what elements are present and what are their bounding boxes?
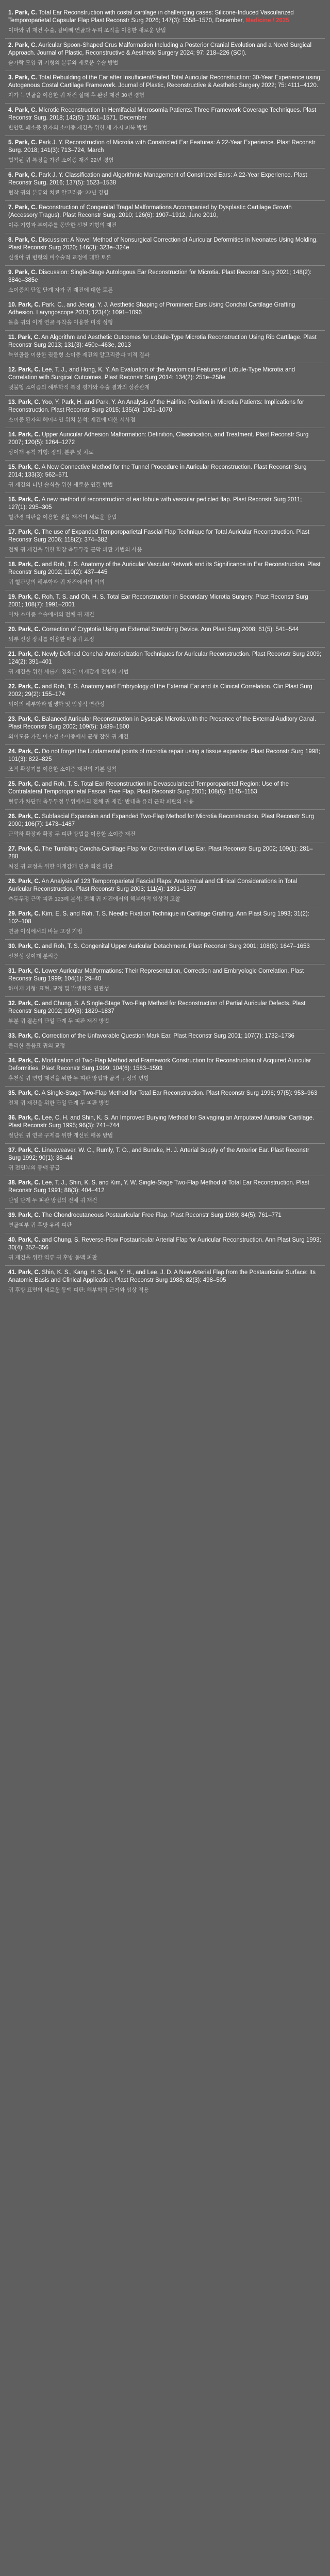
publication-entry <box>5 1111 325 1144</box>
entry-author: Park, C. <box>18 878 41 885</box>
citation-korean-summary: 귀 재건을 위한 새롭게 정의된 이개갑개 전방화 기법 <box>8 669 129 675</box>
entry-number: 28. <box>8 878 16 885</box>
entry-number: 22. <box>8 684 16 690</box>
entry-author: Park, C. <box>14 269 37 276</box>
citation-text: An Analysis of 123 Temporoparietal Fascial Flaps: Anatomical and Clinical Considerations in Total Auricular Reconstruction. Plast Reconstr Surg 2003; 111(4): 1391–1397 <box>8 878 298 892</box>
publication-entry <box>5 648 325 680</box>
citation-english <box>8 464 322 479</box>
citation-korean-summary: 혈관경 피판을 이용한 귓불 재건의 새로운 방법 <box>8 514 117 520</box>
citation-english <box>8 968 322 983</box>
publication-entry <box>5 168 325 201</box>
publication-entry <box>5 201 325 233</box>
citation-text: and Roh, T. S. Anatomy of the Auricular Vascular Network and its Significance in Ear Reconstruction. Plast Reconstr Surg 2002; 110(2): 437–445 <box>8 562 321 575</box>
citation-text: and Roh, T. S. Anatomy and Embryology of the External Ear and its Clinical Correlation. Clin Plast Surg 2002; 29(2): 155–174 <box>8 684 312 698</box>
entry-author: Park, C. <box>14 107 37 113</box>
citation-korean-summary: 부분 귀 결손의 단일 단계 두 피판 재건 방법 <box>8 1018 109 1024</box>
publication-entry <box>5 558 325 590</box>
citation-text: Park, C., and Jeong, Y. J. Aesthetic Shaping of Prominent Ears Using Conchal Cartilage Grafting Adhesion. Laryngoscope 2013; 123(4): 1091–1096 <box>8 302 295 316</box>
citation-text: Roh, T. S. and Oh, H. S. Total Ear Reconstruction in Secondary Microtia Surgery. Plast Reconstr Surg 2001; 108(7): 1991–2001 <box>8 594 308 608</box>
entry-number: 23. <box>8 716 16 722</box>
citation-english <box>8 594 322 609</box>
entry-number: 3. <box>8 75 13 81</box>
citation-text: The use of Expanded Temporoparietal Fascial Flap Technique for Total Auricular Reconstruction. Plast Reconstr Surg 2006; 118(2): 374–382 <box>8 529 310 543</box>
citation-text: The Chondrocutaneous Postauricular Free Flap. Plast Reconstr Surg 1989; 84(5): 761–771 <box>42 1212 282 1218</box>
citation-korean-summary: 불리한 물음표 귀의 교정 <box>8 1043 65 1049</box>
entry-author: Park, C. <box>18 749 41 755</box>
citation-korean-summary: 돌출 귀의 이개 연골 유착을 이용한 미적 성형 <box>8 319 113 326</box>
publication-entry <box>5 71 325 104</box>
entry-number: 34. <box>8 1058 16 1064</box>
publication-entry <box>5 997 325 1029</box>
citation-korean-summary: 반안면 왜소증 환자의 소이증 재건을 위한 세 가지 피복 방법 <box>8 125 147 131</box>
entry-number: 14. <box>8 432 16 438</box>
entry-number: 2. <box>8 42 13 48</box>
entry-number: 11. <box>8 334 16 341</box>
entry-number: 40. <box>8 1237 16 1243</box>
citation-english <box>8 1000 322 1015</box>
entry-author: Park, C. <box>18 968 41 974</box>
entry-author: Park, C. <box>18 1237 41 1243</box>
citation-korean-summary: 전체 귀 재건을 위한 확장 측두두정 근막 피판 기법의 사용 <box>8 547 142 553</box>
entry-author: Park, C. <box>18 1212 41 1218</box>
citation-english <box>8 431 322 447</box>
entry-author: Park, C. <box>18 1147 41 1154</box>
entry-number: 15. <box>8 464 16 470</box>
citation-korean-summary: 상이개 유착 기형: 정의, 분류 및 치료 <box>8 449 94 455</box>
entry-author: Park, C. <box>14 10 37 16</box>
citation-text: Do not forget the fundamental points of microtia repair using a tissue expander. Plast Reconstr Surg 1998; 101(3): 822–825 <box>8 749 320 762</box>
citation-english <box>8 236 322 252</box>
citation-text: Lineaweaver, W. C., Rumly, T. O., and Buncke, H. J. Arterial Supply of the Anterior Ear. Plast Reconstr Surg 1992; 90(1): 38–44 <box>8 1147 309 1161</box>
citation-korean-summary: 측두두정 근막 피판 123예 분석: 전체 귀 재건에서의 해부학적 임상적 고찰 <box>8 896 180 902</box>
highlight-tag: Medicine / 2025 <box>245 18 289 24</box>
entry-number: 8. <box>8 237 13 243</box>
citation-korean-summary: 소이증 환자의 헤어라인 위치 분석: 재건에 대한 시사점 <box>8 417 136 423</box>
entry-author: Park, C. <box>18 1269 41 1276</box>
entry-number: 33. <box>8 1033 16 1039</box>
citation-english <box>8 204 322 219</box>
entry-author: Park, C. <box>14 237 37 243</box>
entry-number: 21. <box>8 651 16 657</box>
citation-text: A New Connective Method for the Tunnel Procedure in Auricular Reconstruction. Plast Reconstr Surg 2014; 133(3): 562–571 <box>8 464 307 478</box>
entry-author: Park, C. <box>18 943 41 950</box>
entry-number: 24. <box>8 749 16 755</box>
citation-text: Lee, C. H. and Shin, K. S. An Improved Burying Method for Salvaging an Amputated Auricular Cartilage. Plast Reconstr Surg 1995; 96(3): 741–744 <box>8 1115 315 1129</box>
citation-korean-summary: 귀 재건을 위한 역류 귀 후방 동맥 피판 <box>8 1255 97 1261</box>
citation-english <box>8 269 322 284</box>
citation-text: Upper Auricular Adhesion Malformation: Definition, Classification, and Treatment. Plast Reconstr Surg 2007; 120(5): 1264–1272 <box>8 432 309 446</box>
citation-text: Subfascial Expansion and Expanded Two-Flap Method for Microtia Reconstruction. Plast Reconstr Surg 2000; 106(7): 1473–1487 <box>8 814 315 827</box>
citation-english <box>8 845 322 861</box>
citation-korean-summary: 근막하 확장과 확장 두 피판 방법을 이용한 소이증 재건 <box>8 831 136 837</box>
citation-english <box>8 139 322 155</box>
citation-text: The Tumbling Concha-Cartilage Flap for Correction of Lop Ear. Plast Reconstr Surg 2002; 109(1): 281–288 <box>8 846 313 860</box>
citation-text: A new method of reconstruction of ear lobule with vascular pedicled flap. Plast Reconstr Surg 2011; 127(1): 295–305 <box>8 497 302 511</box>
entry-author: Park, C. <box>18 562 41 568</box>
publication-entry <box>5 298 325 331</box>
citation-korean-summary: 처진 귀 교정을 위한 이개갑개 연골 회전 피판 <box>8 863 113 870</box>
publication-entry <box>5 1029 325 1054</box>
entry-number: 7. <box>8 205 13 211</box>
citation-english <box>8 943 322 951</box>
citation-text: Kim, E. S. and Roh, T. S. Needle Fixation Technique in Cartilage Grafting. Ann Plast Surg 1993; 31(2): 102–108 <box>8 911 309 925</box>
entry-number: 26. <box>8 814 16 820</box>
citation-text: Modification of Two-Flap Method and Framework Construction for Reconstruction of Acquired Auricular Deformities. Plast Reconstr Surg 1999; 104(6): 1583–1593 <box>8 1058 311 1072</box>
entry-number: 29. <box>8 911 16 917</box>
citation-korean-summary: 혈류가 차단된 측두두정 부위에서의 전체 귀 재건: 반대측 유리 근막 피판의 사용 <box>8 799 194 805</box>
entry-number: 37. <box>8 1147 16 1154</box>
citation-korean-summary: 외부 신장 장치를 이용한 매몰귀 교정 <box>8 636 94 642</box>
citation-korean-summary: 절단된 귀 연골 구제를 위한 개선된 매몰 방법 <box>8 1132 113 1139</box>
entry-author: Park, C. <box>18 651 41 657</box>
citation-korean-summary: 귓불형 소이증의 해부학적 특징 평가와 수술 결과의 상관관계 <box>8 384 150 391</box>
citation-korean-summary: 협착 귀의 분류와 치료 알고리즘: 22년 경험 <box>8 190 109 196</box>
entry-author: Park, C. <box>18 1180 41 1186</box>
citation-text: Shin, K. S., Kang, H. S., Lee, Y. H., and Lee, J. D. A New Arterial Flap from the Postauricular Surface: Its Anatomic Basis and Clinical Application. Plast Reconstr Surg 1988; 82(3): 498–505 <box>8 1269 316 1283</box>
citation-english <box>8 1057 322 1073</box>
citation-english <box>8 1147 322 1162</box>
entry-author: Park, C. <box>18 1058 41 1064</box>
publication-entry <box>5 233 325 266</box>
entry-number: 27. <box>8 846 16 852</box>
entry-author: Park, C. <box>18 1090 41 1096</box>
entry-author: Park, C. <box>18 594 41 600</box>
citation-text: Total Rebuilding of the Ear after Insufficient/Failed Total Auricular Reconstruction: 30-Year Experience using Autogenous Costal Cartilage Framework. Journal of Plastic, Reconstructive & Aesthetic Surgery 2022; 75: 4111–4120. <box>8 75 320 89</box>
publication-entry <box>5 810 325 842</box>
entry-number: 19. <box>8 594 16 600</box>
citation-text: Lee, T. J., Shin, K. S. and Kim, Y. W. Single-Stage Two-Flap Method of Total Ear Reconstruction. Plast Reconstr Surg 1991; 88(3): 404–412 <box>8 1180 309 1194</box>
publication-entry <box>5 907 325 940</box>
entry-author: Park, C. <box>18 399 41 405</box>
publication-entry <box>5 396 325 428</box>
citation-english <box>8 496 322 512</box>
citation-korean-summary: 이마와 귀 재건 수술, 갈비뼈 연골과 두피 조직을 이용한 새로운 방법 <box>8 27 166 33</box>
citation-english <box>8 399 322 414</box>
citation-english <box>8 107 322 122</box>
publication-entry <box>5 842 325 875</box>
entry-author: Park, C. <box>18 334 40 341</box>
entry-number: 36. <box>8 1115 16 1121</box>
publication-entry <box>5 39 325 71</box>
entry-number: 5. <box>8 140 13 146</box>
entry-number: 18. <box>8 562 16 568</box>
citation-text: Microtic Reconstruction in Hemifacial Microsomia Patients: Three Framework Coverage Techniques. Plast Reconstr Surg. 2018; 142(5): 1551–1571, December <box>8 107 317 121</box>
citation-korean-summary: 연골피부 귀 후방 유리 피판 <box>8 1222 72 1228</box>
citation-korean-summary: 이주 기형과 부이주를 동반한 선천 기형의 재건 <box>8 222 117 228</box>
entry-author: Park, C. <box>18 716 41 722</box>
entry-author: Park, C. <box>18 781 41 787</box>
citation-text: Park J. Y. Classification and Algorithmic Management of Constricted Ears: A 22-Year Experience. Plast Reconstr Surg. 2016; 137(5): 1523–1538 <box>8 172 307 186</box>
citation-text: Reconstruction of Congenital Tragal Malformations Accompanied by Dysplastic Cartilage Growth (Accessory Tragus). Plast Reconstr Surg. 2010; 126(6): 1907–1912, June 2010, <box>8 205 292 218</box>
citation-english <box>8 910 322 926</box>
entry-number: 39. <box>8 1212 16 1218</box>
publication-entry <box>5 680 325 713</box>
entry-author: Park, C. <box>18 846 41 852</box>
entry-author: Park, C. <box>14 172 37 178</box>
entry-author: Park, C. <box>18 464 41 470</box>
citation-text: and Roh, T. S. Congenital Upper Auricular Detachment. Plast Reconstr Surg 2001; 108(6): 1647–1653 <box>42 943 310 950</box>
entry-author: Park, C. <box>18 1001 41 1007</box>
citation-english <box>8 1090 322 1097</box>
entry-number: 31. <box>8 968 16 974</box>
publication-entry <box>5 136 325 168</box>
entry-author: Park, C. <box>14 140 37 146</box>
entry-number: 9. <box>8 269 13 276</box>
citation-korean-summary: 귀 전면부의 동맥 공급 <box>8 1165 60 1171</box>
citation-english <box>8 716 322 731</box>
citation-english <box>8 626 322 634</box>
citation-english <box>8 42 322 57</box>
publication-entry <box>5 745 325 777</box>
citation-english <box>8 9 322 25</box>
citation-text: Balanced Auricular Reconstruction in Dystopic Microtia with the Presence of the External Auditory Canal. Plast Reconstr Surg 2002; 109(5): 1489–1500 <box>8 716 317 730</box>
citation-korean-summary: 선천성 상이개 분리증 <box>8 953 59 959</box>
citation-english <box>8 172 322 187</box>
citation-text: Correction of Cryptotia Using an External Stretching Device. Ann Plast Surg 2008; 61(5): 541–544 <box>42 626 299 633</box>
citation-english <box>8 683 322 699</box>
citation-english <box>8 529 322 544</box>
entry-number: 17. <box>8 529 16 535</box>
citation-english <box>8 1032 322 1040</box>
citation-english <box>8 813 322 828</box>
publication-entry <box>5 331 325 363</box>
entry-number: 35. <box>8 1090 16 1096</box>
citation-korean-summary: 늑연골을 이용한 귓불형 소이증 재건의 알고리즘과 미적 결과 <box>8 352 150 358</box>
publication-entry <box>5 1054 325 1087</box>
entry-number: 16. <box>8 497 16 503</box>
citation-korean-summary: 귀 재건의 터널 술식을 위한 새로운 연결 방법 <box>8 482 113 488</box>
citation-english <box>8 366 322 382</box>
entry-number: 41. <box>8 1269 16 1276</box>
publication-entry <box>5 1176 325 1209</box>
citation-english <box>8 878 322 893</box>
citation-text: and Chung, S. A Single-Stage Two-Flap Method for Reconstruction of Partial Auricular Defects. Plast Reconstr Surg 2002; 109(6): 1829–1837 <box>8 1001 306 1014</box>
entry-author: Park, C. <box>18 626 41 633</box>
citation-text: Total Ear Reconstruction with costal cartilage in challenging cases: Silicone-Induced Vascularized Temporoparietal Capsular Flap Plast Reconstr Surg 2026; 147(3): 1558–1570, December, <box>8 10 294 24</box>
citation-text: Park J. Y. Reconstruction of Microtia with Constricted Ear Features: A 22-Year Experience. Plast Reconstr Surg. 2018; 141(3): 713–724, March <box>8 140 316 154</box>
entry-author: Park, C. <box>18 302 41 308</box>
citation-text: Lower Auricular Malformations: Their Representation, Correction and Embryologic Correlation. Plast Reconstr Surg 1999; 104(1): 29–40 <box>8 968 304 982</box>
publication-entry <box>5 1233 325 1266</box>
citation-english <box>8 781 322 796</box>
citation-text: Lee, T. J., and Hong, K. Y. An Evaluation of the Anatomical Features of Lobule-Type Microtia and Correlation with Surgical Outcomes. Plast Reconstr Surg 2014; 134(2): 251e–258e <box>8 367 295 381</box>
citation-korean-summary: 이차 소이증 수술에서의 전체 귀 재건 <box>8 612 94 618</box>
citation-text: and Roh, T. S. Total Ear Reconstruction in Devascularized Temporoparietal Region: Use of the Contralateral Temporoparietal Fascial Free Flap. Plast Reconstr Surg 2001; 108(5): 1145–1153 <box>8 781 289 795</box>
publication-entry <box>5 1209 325 1233</box>
entry-number: 32. <box>8 1001 16 1007</box>
publication-entry <box>5 526 325 558</box>
citation-korean-summary: 외이도를 가진 이소성 소이증에서 균형 잡힌 귀 재건 <box>8 734 129 740</box>
citation-english <box>8 1236 322 1252</box>
publication-entry <box>5 964 325 997</box>
citation-korean-summary: 신생아 귀 변형의 비수술적 교정에 대한 토론 <box>8 255 112 261</box>
citation-text: Discussion: Single-Stage Autologous Ear Reconstruction for Microtia. Plast Reconstr Surg 2021; 148(2): 384e–385e <box>8 269 312 283</box>
entry-author: Park, C. <box>14 42 37 48</box>
citation-korean-summary: 단일 단계 두 피판 방법의 전체 귀 재건 <box>8 1197 97 1204</box>
publication-entry <box>5 940 325 964</box>
entry-number: 30. <box>8 943 16 950</box>
publication-entry <box>5 104 325 136</box>
entry-author: Park, C. <box>18 497 41 503</box>
publication-entry <box>5 875 325 907</box>
entry-author: Park, C. <box>14 205 37 211</box>
citation-korean-summary: 숟가락 모양 귀 기형의 분류와 새로운 수술 방법 <box>8 60 119 66</box>
entry-author: Park, C. <box>18 432 41 438</box>
entry-number: 20. <box>8 626 16 633</box>
citation-text: Correction of the Unfavorable Question Mark Ear. Plast Reconstr Surg 2001; 107(7): 1732–1736 <box>42 1033 294 1039</box>
citation-english <box>8 561 322 577</box>
citation-korean-summary: 귀 혈관망의 해부학과 귀 재건에서의 의의 <box>8 579 105 585</box>
publication-entry <box>5 6 325 39</box>
citation-text: Auricular Spoon-Shaped Crus Malformation Including a Posterior Cranial Evolution and a Novel Surgical Approach. Journal of Plastic, Reconstructive & Aesthetic Surgery 2024; 97: 218–226 (SCI). <box>8 42 312 56</box>
entry-author: Park, C. <box>14 75 37 81</box>
citation-korean-summary: 후천성 귀 변형 재건을 위한 두 피판 방법과 골격 구성의 변형 <box>8 1075 149 1081</box>
entry-author: Park, C. <box>18 1115 41 1121</box>
entry-author: Park, C. <box>18 684 41 690</box>
publication-entry <box>5 493 325 526</box>
publication-entry <box>5 1144 325 1176</box>
publication-entry <box>5 428 325 461</box>
citation-korean-summary: 하이개 기형: 표현, 교정 및 발생학적 연관성 <box>8 986 109 992</box>
citation-text: Discussion: A Novel Method of Nonsurgical Correction of Auricular Deformities in Neonates Using Molding. Plast Reconstr Surg 2020; 146(3): 323e–324e <box>8 237 318 251</box>
publication-entry <box>5 590 325 623</box>
publication-entry <box>5 777 325 810</box>
publication-entry <box>5 1266 325 1298</box>
citation-english <box>8 651 322 666</box>
citation-english <box>8 301 322 317</box>
entry-author: Park, C. <box>18 529 41 535</box>
citation-english <box>8 1212 322 1219</box>
citation-text: A Single-Stage Two-Flap Method for Total Ear Reconstruction. Plast Reconstr Surg 1996; 97(5): 953–963 <box>41 1090 318 1096</box>
entry-author: Park, C. <box>18 1033 41 1039</box>
entry-number: 1. <box>8 10 13 16</box>
entry-author: Park, C. <box>18 911 41 917</box>
entry-author: Park, C. <box>18 367 41 373</box>
entry-number: 12. <box>8 367 16 373</box>
publication-entry <box>5 1087 325 1111</box>
citation-korean-summary: 소이증의 단일 단계 자가 귀 재건에 대한 토론 <box>8 287 113 293</box>
citation-korean-summary: 조직 확장기를 이용한 소이증 재건의 기본 원칙 <box>8 766 117 772</box>
entry-number: 13. <box>8 399 16 405</box>
publication-entry <box>5 461 325 493</box>
citation-text: and Chung, S. Reverse-Flow Postauricular Arterial Flap for Auricular Reconstruction. Ann Plast Surg 1993; 30(4): 352–356 <box>8 1237 321 1251</box>
citation-text: Newly Defined Conchal Anteriorization Techniques for Auricular Reconstruction. Plast Reconstr Surg 2009; 124(2): 391–401 <box>8 651 322 665</box>
citation-korean-summary: 연골 이식에서의 바늘 고정 기법 <box>8 928 82 935</box>
entry-number: 10. <box>8 302 16 308</box>
entry-number: 4. <box>8 107 13 113</box>
citation-english <box>8 1179 322 1195</box>
citation-korean-summary: 외이의 해부학과 발생학 및 임상적 연관성 <box>8 701 105 707</box>
citation-english <box>8 1269 322 1284</box>
citation-text: Yoo, Y. Park, H. and Park, Y. An Analysis of the Hairline Position in Microtia Patients: Implications for Reconstruction. Plast Reconstr Surg 2015; 135(4): 1061–1070 <box>8 399 304 413</box>
entry-author: Park, C. <box>18 814 41 820</box>
citation-english <box>8 1114 322 1130</box>
citation-korean-summary: 전체 귀 재건을 위한 단일 단계 두 피판 방법 <box>8 1100 109 1106</box>
citation-english <box>8 748 322 764</box>
citation-english <box>8 334 322 349</box>
publication-entry <box>5 363 325 396</box>
entry-number: 6. <box>8 172 13 178</box>
publication-entry <box>5 623 325 648</box>
publication-entry <box>5 713 325 745</box>
citation-korean-summary: 귀 후방 표면의 새로운 동맥 피판: 해부학적 근거와 임상 적용 <box>8 1287 149 1293</box>
entry-number: 25. <box>8 781 16 787</box>
citation-korean-summary: 협착된 귀 특징을 가진 소이증 재건 22년 경험 <box>8 157 114 163</box>
citation-korean-summary: 자가 늑연골을 이용한 귀 재건 실패 후 완전 재건 30년 경험 <box>8 92 144 98</box>
publication-entry <box>5 266 325 298</box>
citation-english <box>8 74 322 90</box>
citation-text: An Algorithm and Aesthetic Outcomes for Lobule-Type Microtia Reconstruction Using Rib Cartilage. Plast Reconstr Surg 2013; 131(3): 450e–463e, 2013 <box>8 334 317 348</box>
entry-number: 38. <box>8 1180 16 1186</box>
